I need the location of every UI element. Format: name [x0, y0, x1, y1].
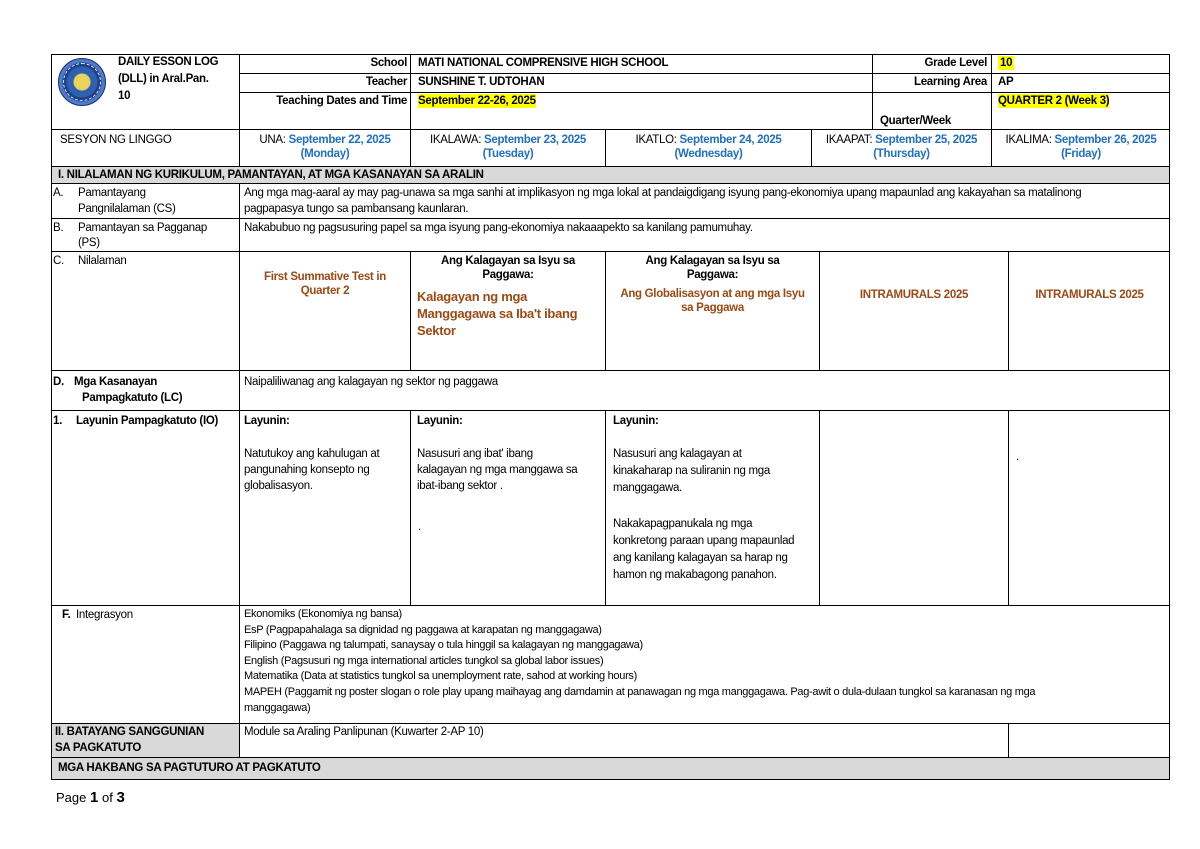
day2-objective-line2: kalagayan ng mga manggawa sa: [417, 464, 578, 476]
session-2-day: (Tuesday): [482, 148, 534, 160]
dll-title-line2: (DLL) in Aral.Pan.: [118, 73, 209, 85]
session-4-day: (Thursday): [873, 148, 930, 160]
dll-title-line1: DAILY ESSON LOG: [118, 56, 219, 68]
day3-objective: [613, 446, 770, 497]
content-day1-line2: Quarter 2: [300, 285, 350, 297]
day1-layunin-label: Layunin:: [244, 415, 290, 427]
learning-competency: Naipaliliwanag ang kalagayan ng sektor ng paggawa: [244, 376, 498, 388]
day2-objective-line3: ibat-ibang sektor .: [417, 480, 503, 492]
teacher-value: SUNSHINE T. UDTOHAN: [418, 76, 545, 88]
content-day3-heading-1: Ang Kalagayan sa Isyu sa: [645, 255, 780, 267]
session-1-day: (Monday): [300, 148, 350, 160]
session-day-1: [241, 133, 409, 161]
session-day-2: [412, 133, 604, 161]
learning-area-label: Learning Area: [913, 76, 987, 88]
content-day5: INTRAMURALS 2025: [1035, 289, 1144, 301]
section2-title-2: SA PAGKATUTO: [55, 742, 142, 754]
session-day-3: [607, 133, 810, 161]
day3-layunin-label: Layunin:: [613, 415, 659, 427]
dates-value: September 22-26, 2025: [418, 95, 536, 107]
session-day-4: [813, 133, 990, 161]
page-word: Page: [56, 790, 87, 805]
day3-objective-line3: manggagawa.: [613, 482, 682, 494]
day3-objective2-line4: hamon ng makabagong panahon.: [613, 569, 777, 581]
row-f-label: Integrasyon: [76, 609, 133, 621]
row-a-letter: A.: [53, 187, 64, 199]
content-day2-heading-2: Paggawa:: [482, 269, 534, 281]
section3-title: MGA HAKBANG SA PAGTUTURO AT PAGKATUTO: [58, 762, 321, 774]
day3-objective-2: [613, 516, 794, 584]
page-total: 3: [116, 789, 125, 806]
row-b-label-2: (PS): [78, 237, 100, 249]
content-day3-heading-2: Paggawa:: [686, 269, 739, 281]
content-day3-topic-2: sa Paggawa: [681, 302, 744, 314]
session-4-date: September 25, 2025: [875, 134, 978, 146]
day3-objective-line2: kinakaharap na suliranin ng mga: [613, 465, 770, 477]
session-day-5: [993, 133, 1169, 161]
day3-objective2-line3: ang kanilang kalagayan sa harap ng: [613, 552, 788, 564]
school-label: School: [370, 57, 407, 69]
session-4-prefix: IKAAPAT:: [825, 134, 876, 146]
integration-mapeh-cont: manggagawa): [244, 701, 311, 714]
session-5-day: (Friday): [1061, 148, 1101, 160]
content-day2-topic: [417, 288, 577, 339]
content-standard-line1: Ang mga mag-aaral ay may pag-unawa sa mga sanhi at implikasyon ng mga lokal at pandaigdigang isyung pang-ekonomiya upang mapaunlad ang kakayahan sa matalinong: [244, 187, 1082, 199]
row-b-label-1: Pamantayan sa Pagganap: [78, 222, 207, 234]
integration-matematika: Matematika (Data at statistics tungkol sa unemployment rate, sahod at working hours): [244, 670, 637, 683]
content-day1: [241, 270, 409, 298]
page-footer: [56, 789, 125, 806]
day1-objective: [244, 446, 379, 494]
day1-objective-line2: pangunahing konsepto ng: [244, 464, 370, 476]
learning-area-value: AP: [998, 76, 1014, 88]
row-e-label: Layunin Pampagkatuto (IO): [76, 415, 219, 427]
content-day2-heading-1: Ang Kalagayan sa Isyu sa: [440, 255, 576, 267]
day1-objective-line3: globalisasyon.: [244, 480, 313, 492]
performance-standard: Nakabubuo ng pagsusuring papel sa mga isyung pang-ekonomiya nakaaapekto sa kanilang pamumuhay.: [244, 222, 753, 234]
day2-objective-line1: Nasusuri ang ibat' ibang: [417, 448, 533, 460]
grade-level-label: Grade Level: [924, 57, 987, 69]
day3-objective2-line1: Nakakapagpanukala ng mga: [613, 518, 753, 530]
content-day2-heading: [412, 254, 604, 282]
integration-list: [244, 607, 1035, 716]
content-day3-heading: [607, 254, 818, 282]
integration-english: English (Pagsusuri ng mga international articles tungkol sa global labor issues): [244, 654, 604, 667]
session-3-day: (Wednesday): [674, 148, 743, 160]
learning-resource: Module sa Araling Panlipunan (Kuwarter 2-AP 10): [244, 726, 484, 738]
session-1-date: September 22, 2025: [288, 134, 391, 146]
content-day3-topic: [607, 287, 818, 315]
content-day3-topic-1: Ang Globalisasyon at ang mga Isyu: [620, 288, 805, 300]
of-word: of: [101, 790, 113, 805]
school-value: MATI NATIONAL COMPRENSIVE HIGH SCHOOL: [418, 57, 669, 69]
content-day1-line1: First Summative Test in: [264, 271, 386, 283]
section2-title-1: II. BATAYANG SANGGUNIAN: [55, 726, 205, 738]
row-f-letter: F.: [62, 609, 71, 621]
dll-title-line3: 10: [118, 90, 131, 102]
session-5-prefix: IKALIMA:: [1005, 134, 1055, 146]
content-day4: INTRAMURALS 2025: [859, 289, 969, 301]
row-d-letter: D.: [53, 376, 64, 388]
row-a-label-1: Pamantayang: [78, 187, 146, 199]
day1-objective-line1: Natutukoy ang kahulugan at: [244, 448, 380, 460]
session-5-date: September 26, 2025: [1054, 134, 1157, 146]
content-day2-topic-3: Sektor: [417, 323, 456, 338]
session-2-prefix: IKALAWA:: [430, 134, 484, 146]
seal-ring-icon: [63, 63, 101, 101]
sessions-label: SESYON NG LINGGO: [60, 134, 172, 146]
row-c-label: Nilalaman: [78, 255, 127, 267]
content-standard-line2: pagpapasya tungo sa pambansang kaunlaran.: [244, 203, 469, 215]
session-2-date: September 23, 2025: [483, 134, 586, 146]
page-number: 1: [90, 789, 99, 806]
session-1-prefix: UNA:: [259, 134, 289, 146]
row-d-label-1: Mga Kasanayan: [74, 376, 158, 388]
row-a-label-2: Pangnilalaman (CS): [78, 203, 176, 215]
day3-objective-line1: Nasusuri ang kalagayan at: [613, 448, 742, 460]
row-e-letter: 1.: [53, 415, 62, 427]
integration-filipino: Filipino (Paggawa ng talumpati, sanaysay o tula hinggil sa kalagayan ng manggagawa): [244, 639, 643, 652]
session-3-prefix: IKATLO:: [635, 134, 680, 146]
day5-dot: .: [1016, 451, 1019, 463]
row-b-letter: B.: [53, 222, 64, 234]
row-c-letter: C.: [53, 255, 64, 267]
day3-objective2-line2: konkretong paraan upang mapaunlad: [613, 535, 795, 547]
teacher-label: Teacher: [365, 76, 407, 88]
dates-label: Teaching Dates and Time: [276, 95, 407, 107]
row-d-label-2: Pampagkatuto (LC): [82, 392, 183, 404]
day2-objective: [417, 446, 577, 494]
section1-title: I. NILALAMAN NG KURIKULUM, PAMANTAYAN, AT MGA KASANAYAN SA ARALIN: [58, 169, 484, 181]
content-day2-topic-2: Manggagawa sa Iba't ibang: [417, 306, 578, 321]
day2-layunin-label: Layunin:: [417, 415, 463, 427]
grade-level-value: 10: [1000, 57, 1013, 69]
quarter-week-value: QUARTER 2 (Week 3): [998, 95, 1110, 107]
content-day2-topic-1: Kalagayan ng mga: [417, 289, 528, 304]
integration-mapeh: MAPEH (Paggamit ng poster slogan o role play upang maihayag ang damdamin at panawagan ng mga manggagawa. Pag-awit o dula-dulaan tungkol sa karanasan ng mga: [244, 685, 1036, 698]
session-3-date: September 24, 2025: [679, 134, 782, 146]
integration-esp: EsP (Pagpapahalaga sa dignidad ng paggawa at karapatan ng manggagawa): [244, 623, 602, 636]
day2-dot: .: [418, 521, 421, 533]
quarter-week-label: Quarter/Week: [880, 115, 951, 127]
integration-ekonomiks: Ekonomiks (Ekonomiya ng bansa): [244, 608, 402, 620]
